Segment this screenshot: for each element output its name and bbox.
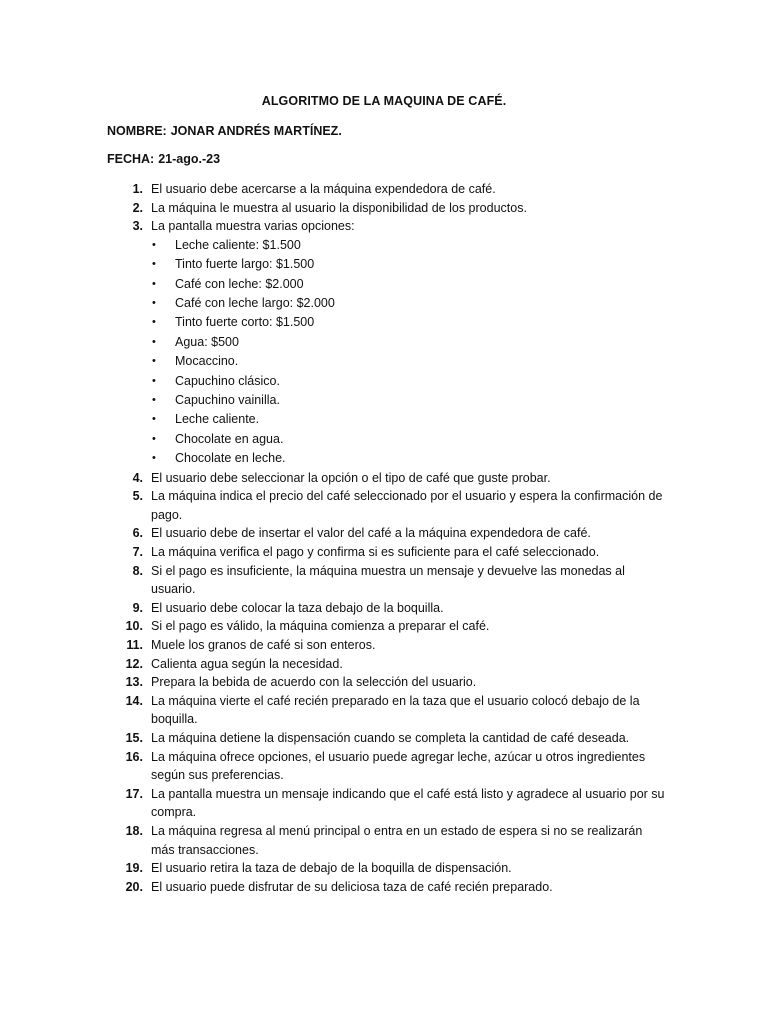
step-text: La máquina detiene la dispensación cuando se completa la cantidad de café deseada. xyxy=(151,730,630,745)
step-item xyxy=(107,822,667,859)
step-number: 9. xyxy=(132,600,143,615)
option-item xyxy=(151,275,667,294)
option-item xyxy=(151,255,667,274)
step-text: Muele los granos de café si son enteros. xyxy=(151,638,376,652)
bullet-icon: • xyxy=(152,238,156,251)
step-item xyxy=(107,785,667,822)
option-text: Capuchino clásico. xyxy=(175,373,280,388)
step-number: 17. xyxy=(125,786,143,801)
steps-list xyxy=(107,180,667,896)
step-number: 6. xyxy=(132,526,143,541)
bullet-icon: • xyxy=(152,258,156,271)
option-item xyxy=(151,372,667,391)
bullet-icon: • xyxy=(152,297,156,309)
step-number: 19. xyxy=(125,861,143,876)
option-text: Leche caliente. xyxy=(175,412,260,427)
option-text: Café con leche largo: $2.000 xyxy=(175,296,335,310)
options-list xyxy=(151,236,667,469)
step-item xyxy=(107,469,667,488)
option-text: Mocaccino. xyxy=(175,354,239,369)
step-number: 1. xyxy=(132,182,143,196)
step-number: 4. xyxy=(132,470,143,485)
step-item xyxy=(107,199,667,218)
step-item xyxy=(107,217,667,468)
step-number: 3. xyxy=(132,219,143,234)
step-text: El usuario debe de insertar el valor del café a la máquina expendedora de café. xyxy=(151,526,591,541)
step-text: El usuario debe acercarse a la máquina expendedora de café. xyxy=(151,182,496,196)
step-text: Prepara la bebida de acuerdo con la selección del usuario. xyxy=(151,675,477,690)
step-item xyxy=(107,180,667,199)
step-item xyxy=(107,524,667,543)
step-item xyxy=(107,748,667,785)
option-text: Chocolate en agua. xyxy=(175,431,284,446)
step-number: 12. xyxy=(125,656,143,671)
step-text: La pantalla muestra un mensaje indicando que el café está listo y agradece al usuario por su compra. xyxy=(151,786,665,820)
step-item xyxy=(107,673,667,692)
step-item xyxy=(107,543,667,562)
option-text: Leche caliente: $1.500 xyxy=(175,237,301,252)
option-item xyxy=(151,236,667,255)
option-item xyxy=(151,294,667,313)
step-item xyxy=(107,487,667,524)
name-value: JONAR ANDRÉS MARTÍNEZ. xyxy=(170,124,342,138)
step-text: El usuario debe seleccionar la opción o el tipo de café que guste probar. xyxy=(151,470,551,485)
step-text: El usuario retira la taza de debajo de la boquilla de dispensación. xyxy=(151,861,512,876)
document-title: ALGORITMO DE LA MAQUINA DE CAFÉ. xyxy=(261,94,507,108)
option-item xyxy=(151,352,667,371)
step-number: 14. xyxy=(125,693,143,708)
step-number: 11. xyxy=(126,638,143,652)
step-number: 13. xyxy=(125,675,143,690)
step-text: La máquina ofrece opciones, el usuario puede agregar leche, azúcar u otros ingredientes según sus preferencias. xyxy=(151,749,646,783)
step-text: Si el pago es insuficiente, la máquina muestra un mensaje y devuelve las monedas al usuario. xyxy=(151,563,625,597)
option-item xyxy=(151,430,667,449)
step-number: 18. xyxy=(125,823,143,838)
bullet-icon: • xyxy=(152,355,156,368)
option-item xyxy=(151,449,667,468)
step-number: 5. xyxy=(132,489,143,504)
name-label: NOMBRE: xyxy=(107,124,167,138)
bullet-icon: • xyxy=(152,394,156,407)
step-text: El usuario puede disfrutar de su deliciosa taza de café recién preparado. xyxy=(151,879,553,894)
step-number: 16. xyxy=(125,749,143,764)
step-number: 20. xyxy=(125,879,143,894)
step-text: La máquina indica el precio del café seleccionado por el usuario y espera la confirmación de pago. xyxy=(151,489,663,522)
date-value: 21-ago.-23 xyxy=(158,152,221,166)
step-item xyxy=(107,878,667,897)
date-label: FECHA: xyxy=(107,152,155,166)
step-item xyxy=(107,859,667,878)
option-text: Capuchino vainilla. xyxy=(175,393,280,408)
option-item xyxy=(151,313,667,332)
option-item xyxy=(151,333,667,352)
bullet-icon: • xyxy=(152,432,156,445)
option-text: Chocolate en leche. xyxy=(175,451,286,466)
step-text: Calienta agua según la necesidad. xyxy=(151,656,343,671)
step-item xyxy=(107,636,667,655)
bullet-icon: • xyxy=(152,316,156,329)
option-item xyxy=(151,410,667,429)
step-item xyxy=(107,599,667,618)
step-text: La máquina vierte el café recién preparado en la taza que el usuario colocó debajo de la boquilla. xyxy=(151,693,640,727)
date-line xyxy=(107,152,220,166)
step-text: La máquina regresa al menú principal o entra en un estado de espera si no se realizarán más transacciones. xyxy=(151,823,643,857)
name-line xyxy=(107,124,342,138)
step-text: Si el pago es válido, la máquina comienza a preparar el café. xyxy=(151,619,490,634)
step-text: La máquina le muestra al usuario la disponibilidad de los productos. xyxy=(151,200,527,215)
step-number: 7. xyxy=(132,545,143,560)
option-text: Café con leche: $2.000 xyxy=(175,276,304,291)
option-item xyxy=(151,391,667,410)
step-number: 15. xyxy=(125,730,143,745)
bullet-icon: • xyxy=(152,335,156,348)
step-text: La pantalla muestra varias opciones: xyxy=(151,219,355,234)
step-number: 10. xyxy=(125,619,143,634)
bullet-icon: • xyxy=(152,374,156,387)
step-number: 8. xyxy=(132,563,143,578)
step-item xyxy=(107,617,667,636)
bullet-icon: • xyxy=(152,413,156,426)
step-text: La máquina verifica el pago y confirma si es suficiente para el café seleccionado. xyxy=(151,545,600,560)
step-item xyxy=(107,692,667,729)
step-text: El usuario debe colocar la taza debajo de la boquilla. xyxy=(151,600,444,615)
step-item xyxy=(107,655,667,674)
step-number: 2. xyxy=(132,200,143,215)
bullet-icon: • xyxy=(152,452,156,465)
bullet-icon: • xyxy=(152,277,156,290)
step-item xyxy=(107,562,667,599)
option-text: Tinto fuerte corto: $1.500 xyxy=(175,315,315,330)
step-item xyxy=(107,729,667,748)
option-text: Agua: $500 xyxy=(175,334,239,349)
option-text: Tinto fuerte largo: $1.500 xyxy=(175,257,315,272)
